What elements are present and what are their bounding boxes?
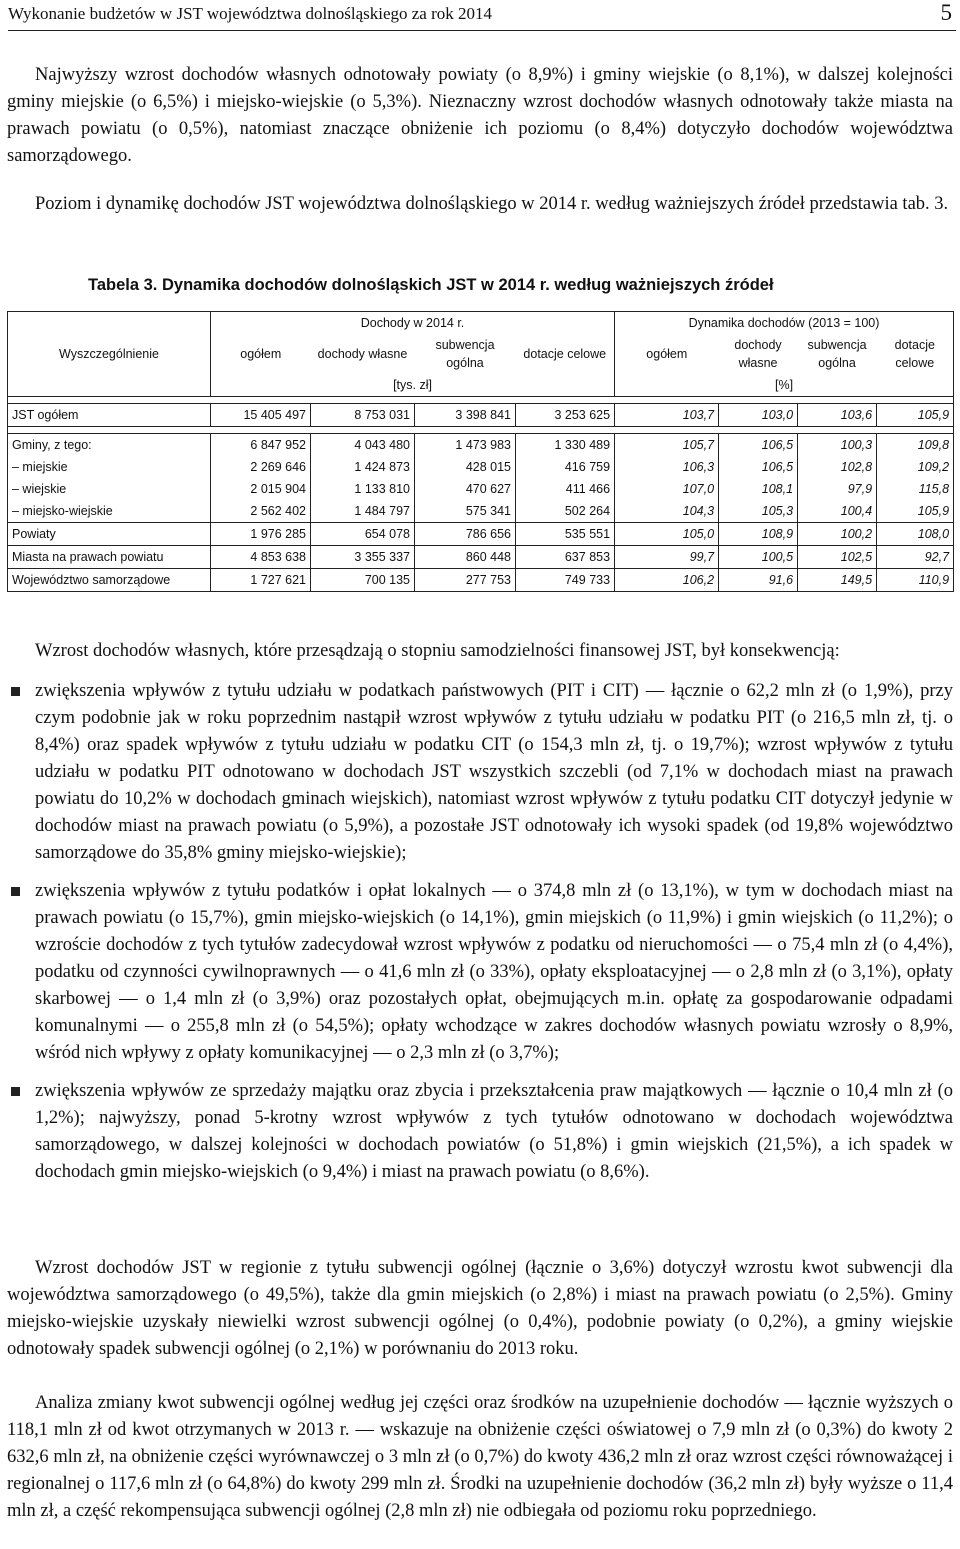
- cell-total: 15 405 497: [211, 404, 311, 427]
- header-col-total: ogółem: [211, 334, 311, 374]
- cell-total: 2 269 646: [211, 456, 311, 478]
- cell-grants: 502 264: [516, 500, 615, 523]
- cell-dyn-subsidy: 100,3: [798, 434, 877, 457]
- header-unit-percent: [%]: [615, 374, 954, 397]
- cell-dyn-total: 106,3: [615, 456, 719, 478]
- cell-dyn-own: 105,3: [719, 500, 798, 523]
- table-row: [8, 404, 954, 427]
- cell-subsidy: 786 656: [415, 523, 516, 546]
- row-label: Województwo samorządowe: [8, 569, 211, 592]
- cell-dyn-total: 105,0: [615, 523, 719, 546]
- cell-dyn-subsidy: 102,5: [798, 546, 877, 569]
- header-col-grants: dotacje celowe: [516, 334, 615, 374]
- cell-total: 4 853 638: [211, 546, 311, 569]
- cell-dyn-subsidy: 97,9: [798, 478, 877, 500]
- cell-subsidy: 470 627: [415, 478, 516, 500]
- cell-dyn-total: 107,0: [615, 478, 719, 500]
- cell-subsidy: 575 341: [415, 500, 516, 523]
- cell-dyn-own: 103,0: [719, 404, 798, 427]
- cell-grants: 1 330 489: [516, 434, 615, 457]
- header-col-subsidy2: subwencja ogólna: [807, 338, 867, 370]
- cell-dyn-grants: 110,9: [877, 569, 954, 592]
- square-bullet-icon: [11, 887, 20, 896]
- cell-dyn-subsidy: 100,4: [798, 500, 877, 523]
- intro-paragraph-1: Najwyższy wzrost dochodów własnych odnotowały powiaty (o 8,9%) i gminy wiejskie (o 8,1%), w dalszej kolejności gminy miejskie (o 6,5%) i miejsko-wiejskie (o 5,3%). Nieznaczny wzrost dochodów własnych odnotowały także miasta na prawach powiatu (o 0,5%), natomiast znaczące obniżenie ich poziomu (o 8,4%) dotyczyło dochodów województwa samorządowego.: [7, 65, 953, 166]
- cell-dyn-grants: 105,9: [877, 404, 954, 427]
- paragraph-subsidy: Wzrost dochodów JST w regionie z tytułu subwencji ogólnej (łącznie o 3,6%) dotyczył wzrostu kwot subwencji dla województwa samorządowego (o 49,5%), także dla gmin miejskich (o 2,8%) i miast na prawach powiatu (o 2,5%). Gminy miejsko-wiejskie uzyskały niewielki wzrost subwencji ogólnej (o 0,4%), podobnie powiaty (o 0,2%), a gminy wiejskie odnotowały spadek subwencji ogólnej (o 2,1%) w porównaniu do 2013 roku.: [7, 1258, 953, 1359]
- header-col-grants2: dotacje celowe: [877, 334, 954, 374]
- page-number: 5: [940, 0, 952, 25]
- cell-grants: 3 253 625: [516, 404, 615, 427]
- cell-dyn-subsidy: 102,8: [798, 456, 877, 478]
- income-dynamics-table: [7, 311, 954, 592]
- cell-dyn-total: 103,7: [615, 404, 719, 427]
- table-caption: Tabela 3. Dynamika dochodów dolnośląskich JST w 2014 r. według ważniejszych źródeł: [88, 276, 774, 294]
- cell-own: 8 753 031: [311, 404, 415, 427]
- row-label: – miejsko-wiejskie: [8, 500, 211, 523]
- cell-dyn-own: 106,5: [719, 456, 798, 478]
- cell-total: 6 847 952: [211, 434, 311, 457]
- header-group-income: Dochody w 2014 r.: [211, 312, 615, 335]
- cell-dyn-grants: 115,8: [877, 478, 954, 500]
- row-label: JST ogółem: [8, 404, 211, 427]
- table-row: [8, 434, 954, 457]
- bullet-list: [7, 678, 953, 1197]
- table-row: [8, 569, 954, 592]
- row-label: – wiejskie: [8, 478, 211, 500]
- cell-dyn-grants: 92,7: [877, 546, 954, 569]
- cell-own: 654 078: [311, 523, 415, 546]
- cell-total: 2 562 402: [211, 500, 311, 523]
- lead-paragraph: Wzrost dochodów własnych, które przesądzają o stopniu samodzielności finansowej JST, był konsekwencją:: [35, 641, 840, 661]
- cell-total: 1 976 285: [211, 523, 311, 546]
- cell-dyn-own: 108,9: [719, 523, 798, 546]
- cell-total: 2 015 904: [211, 478, 311, 500]
- table-row: [8, 456, 954, 478]
- cell-dyn-grants: 108,0: [877, 523, 954, 546]
- cell-subsidy: 428 015: [415, 456, 516, 478]
- cell-grants: 416 759: [516, 456, 615, 478]
- bullet-text: zwiększenia wpływów z tytułu udziału w podatkach państwowych (PIT i CIT) — łącznie o 62,2 mln zł (o 1,9%), przy czym podobnie jak w roku poprzednim nastąpił wzrost wpływów z tytułu udziału w podatku PIT (o 216,5 mln zł, tj. o 8,4%) oraz spadek wpływów z tytułu udziału w podatku CIT (o 154,3 mln zł, tj. o 19,7%); wzrost wpływów z tytułu udziału w podatku PIT odnotowano w dochodach JST wszystkich szczebli (od 7,1% w dochodach miast na prawach powiatu do 10,2% w dochodach gminach wiejskich), natomiast wzrost wpływów z tytułu podatku CIT dotyczył jedynie w dochodów miast na prawach powiatu (o 5,9%), a pozostałe JST odnotowały ich wysoki spadek (od 19,8% województwo samorządowe do 35,8% gminy miejsko-wiejskie);: [35, 681, 953, 863]
- row-label: Powiaty: [8, 523, 211, 546]
- cell-dyn-grants: 109,8: [877, 434, 954, 457]
- row-label: Miasta na prawach powiatu: [8, 546, 211, 569]
- cell-dyn-own: 108,1: [719, 478, 798, 500]
- table-row: [8, 500, 954, 523]
- header-col-subsidy: subwencja ogólna: [435, 338, 495, 370]
- cell-dyn-own: 106,5: [719, 434, 798, 457]
- cell-own: 700 135: [311, 569, 415, 592]
- bullet-text: zwiększenia wpływów z tytułu podatków i opłat lokalnych — o 374,8 mln zł (o 13,1%), w tym w dochodach miast na prawach powiatu (o 15,7%), gmin miejsko-wiejskich (o 14,1%), gmin miejskich (o 11,9%) i gmin wiejskich (o 11,2%); o wzroście dochodów z tych tytułów zadecydował wzrost wpływów z podatku od nieruchomości — o 75,4 mln zł (o 4,4%), podatku od czynności cywilnoprawnych — o 41,6 mln zł (o 33%), opłaty eksploatacyjnej — o 2,8 mln zł (o 3,1%), opłaty skarbowej — o 1,4 mln zł (o 3,9%) oraz pozostałych opłat, obejmujących m.in. opłatę za gospodarowanie odpadami komunalnymi — o 255,8 mln zł (o 54,5%); opłaty wchodzące w zakres dochodów własnych powiatu wzrosły o 8,9%, wśród nich wpływy z opłaty komunikacyjnej — o 2,3 mln zł (o 3,7%);: [35, 881, 953, 1063]
- cell-total: 1 727 621: [211, 569, 311, 592]
- bullet-item: [7, 878, 953, 1067]
- cell-dyn-grants: 109,2: [877, 456, 954, 478]
- intro-paragraph-2: Poziom i dynamikę dochodów JST województwa dolnośląskiego w 2014 r. według ważniejszych źródeł przedstawia tab. 3.: [35, 194, 949, 214]
- square-bullet-icon: [11, 1087, 20, 1096]
- cell-subsidy: 860 448: [415, 546, 516, 569]
- table-row: [8, 478, 954, 500]
- cell-dyn-total: 104,3: [615, 500, 719, 523]
- header-col-own2: dochody własne: [734, 338, 782, 370]
- row-label: Gminy, z tego:: [8, 434, 211, 457]
- header-row-label: Wyszczególnienie: [8, 312, 211, 397]
- cell-grants: 411 466: [516, 478, 615, 500]
- cell-dyn-subsidy: 100,2: [798, 523, 877, 546]
- cell-dyn-subsidy: 149,5: [798, 569, 877, 592]
- bullet-item: [7, 1078, 953, 1186]
- cell-subsidy: 1 473 983: [415, 434, 516, 457]
- cell-dyn-subsidy: 103,6: [798, 404, 877, 427]
- cell-own: 1 133 810: [311, 478, 415, 500]
- table-row: [8, 546, 954, 569]
- cell-grants: 535 551: [516, 523, 615, 546]
- bullet-text: zwiększenia wpływów ze sprzedaży majątku oraz zbycia i przekształcenia praw majątkowych — łącznie o 10,4 mln zł (o 1,2%); najwyższy, ponad 5-krotny wzrost wpływów z tych tytułów odnotowano w dochodach województwa samorządowego, w dalszej kolejności w dochodach powiatów (o 51,8%) i gmin wiejskich (21,5%), a ich spadek w dochodach gmin miejsko-wiejskich (o 9,4%) i miast na prawach powiatu (o 8,6%).: [35, 1081, 953, 1182]
- cell-dyn-own: 100,5: [719, 546, 798, 569]
- cell-dyn-total: 106,2: [615, 569, 719, 592]
- cell-dyn-total: 105,7: [615, 434, 719, 457]
- header-col-total2: ogółem: [615, 334, 719, 374]
- cell-dyn-total: 99,7: [615, 546, 719, 569]
- cell-own: 1 484 797: [311, 500, 415, 523]
- header-unit-thousands: [tys. zł]: [211, 374, 615, 397]
- cell-subsidy: 3 398 841: [415, 404, 516, 427]
- cell-dyn-own: 91,6: [719, 569, 798, 592]
- bullet-item: [7, 678, 953, 867]
- paragraph-analysis: Analiza zmiany kwot subwencji ogólnej według jej części oraz środków na uzupełnienie dochodów — łącznie wyższych o 118,1 mln zł od kwot otrzymanych w 2013 r. — wskazuje na obniżenie części oświatowej o 7,9 mln zł (o 0,3%) do kwoty 2 632,6 mln zł, na obniżenie części wyrównawczej o 3 mln zł (o 0,7%) do kwoty 436,2 mln zł oraz wzrost części równoważącej i regionalnej o 117,6 mln zł (o 64,8%) do kwoty 299 mln zł. Środki na uzupełnienie dochodów (36,2 mln zł) były wyższe o 11,4 mln zł, a część rekompensująca subwencji ogólnej (2,8 mln zł) nie odbiegała od poziomu roku poprzedniego.: [7, 1393, 953, 1521]
- table-row: [8, 523, 954, 546]
- cell-own: 3 355 337: [311, 546, 415, 569]
- square-bullet-icon: [11, 687, 20, 696]
- cell-grants: 749 733: [516, 569, 615, 592]
- header-col-own: dochody własne: [317, 347, 408, 361]
- running-title: Wykonanie budżetów w JST województwa dolnośląskiego za rok 2014: [8, 4, 493, 23]
- cell-subsidy: 277 753: [415, 569, 516, 592]
- cell-dyn-grants: 105,9: [877, 500, 954, 523]
- cell-own: 1 424 873: [311, 456, 415, 478]
- cell-own: 4 043 480: [311, 434, 415, 457]
- running-header: [8, 0, 956, 31]
- header-group-dynamics: Dynamika dochodów (2013 = 100): [615, 312, 954, 335]
- cell-grants: 637 853: [516, 546, 615, 569]
- row-label: – miejskie: [8, 456, 211, 478]
